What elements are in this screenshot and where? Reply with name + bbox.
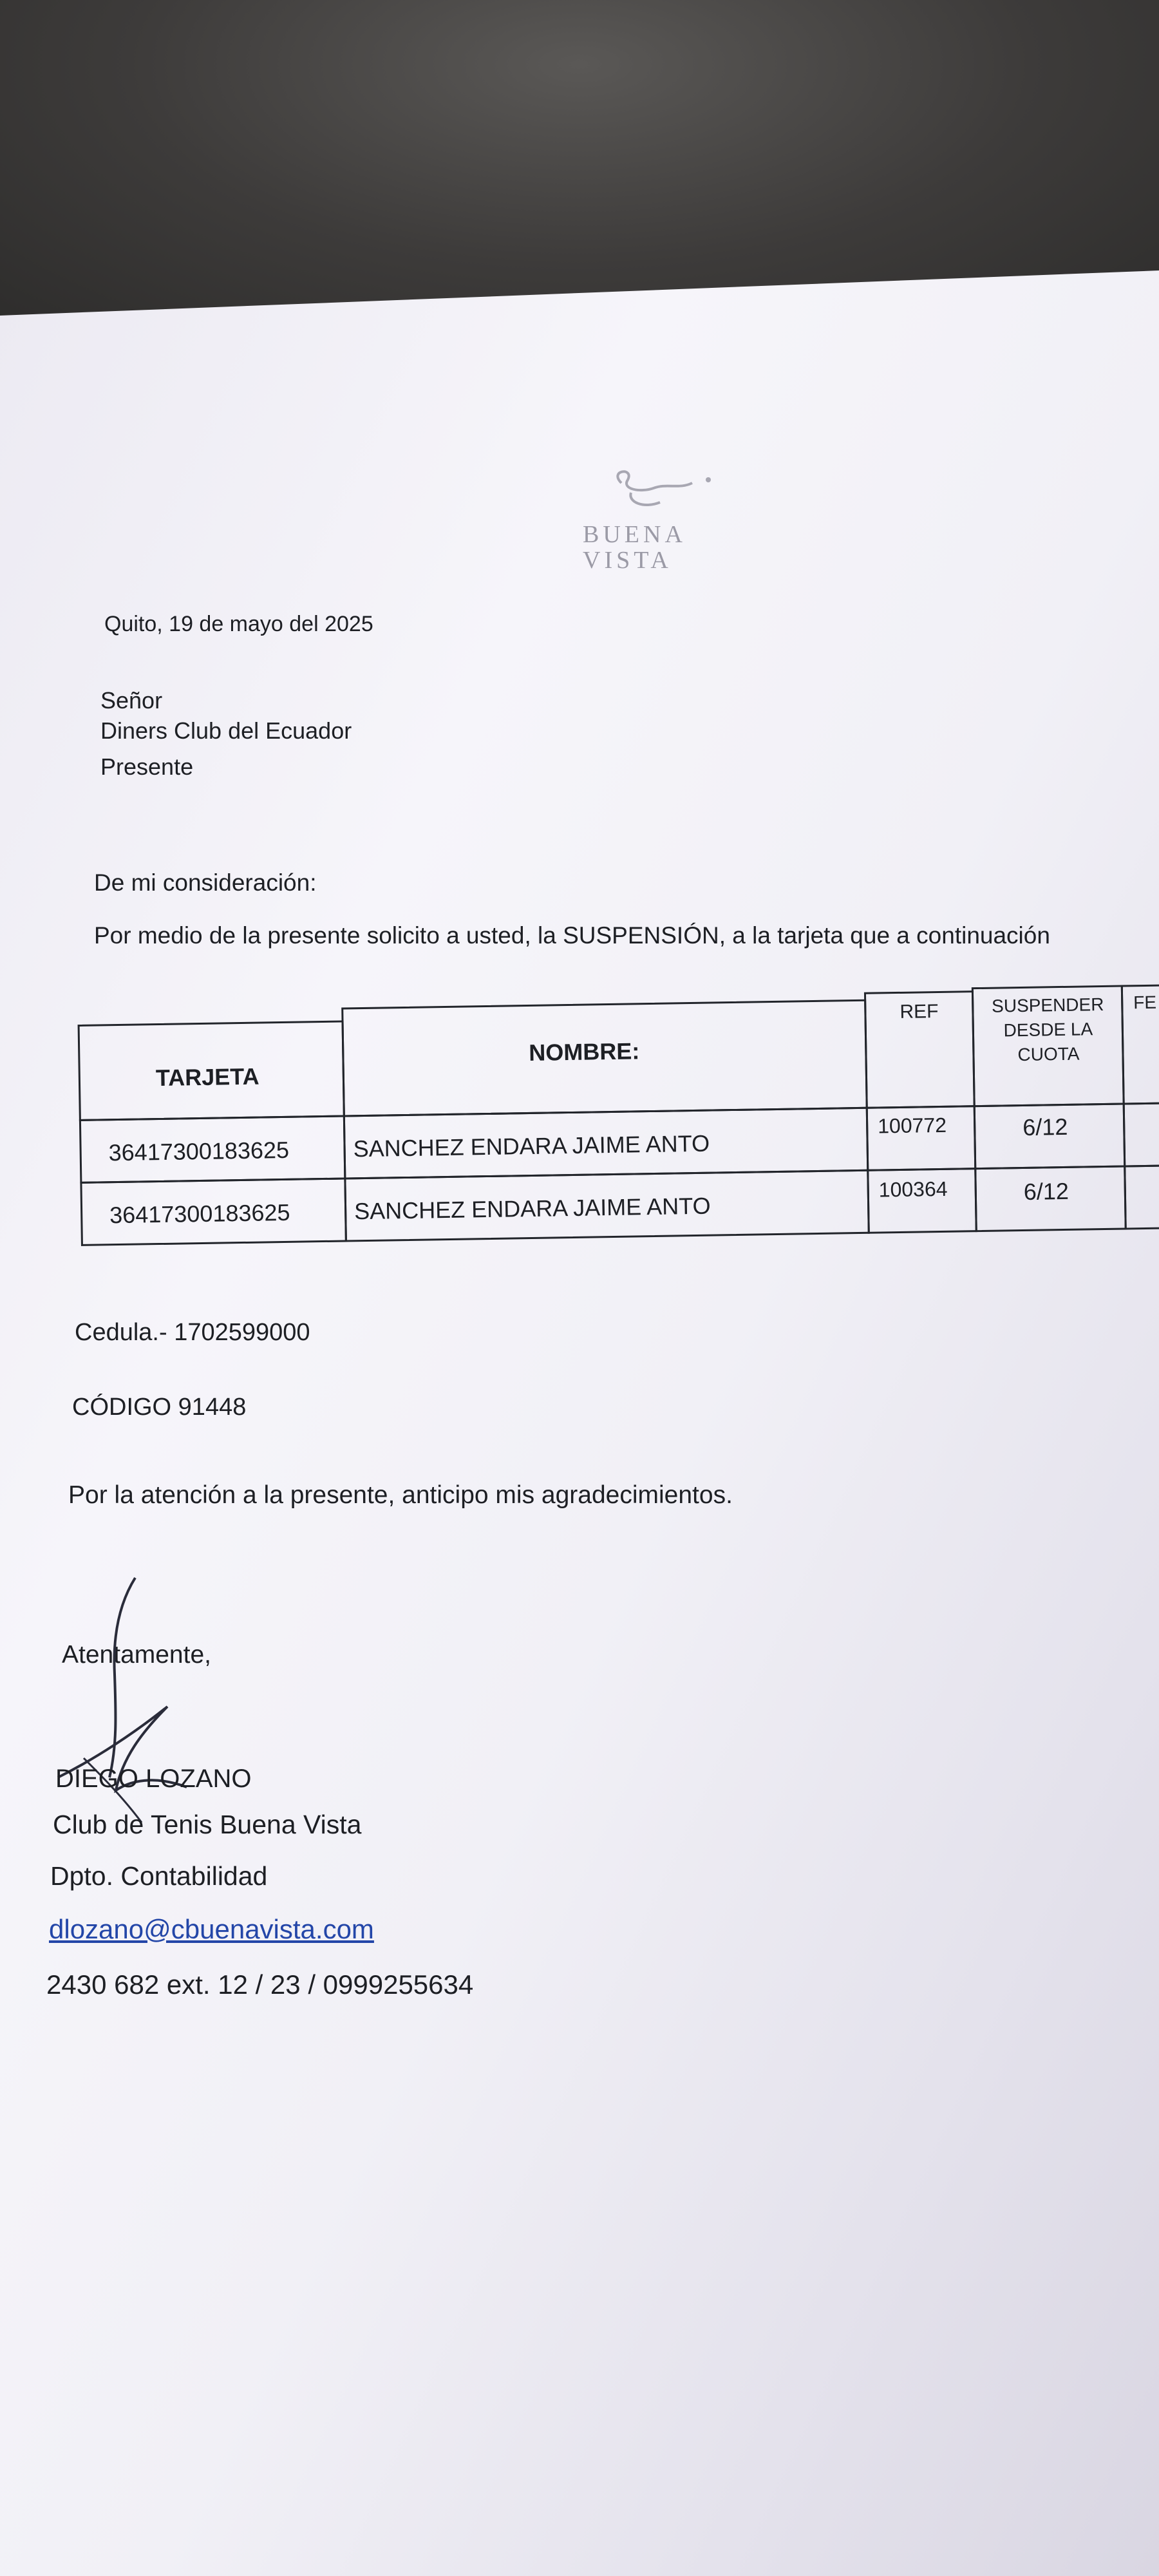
recipient-name: Diners Club del Ecuador xyxy=(100,717,352,744)
signer-organization: Club de Tenis Buena Vista xyxy=(53,1810,362,1839)
header-suspender-line1: SUSPENDER xyxy=(991,994,1104,1016)
closing: Atentamente, xyxy=(62,1641,211,1669)
row1-cuota: 6/12 xyxy=(1022,1113,1068,1141)
signer-name: DIEGO LOZANO xyxy=(55,1765,252,1793)
header-tarjeta: TARJETA xyxy=(155,1063,259,1092)
cedula: Cedula.- 1702599000 xyxy=(75,1319,310,1346)
row1-ref: 100772 xyxy=(877,1113,947,1138)
row2-cuota: 6/12 xyxy=(1023,1177,1069,1205)
signer-email-link[interactable]: dlozano@cbuenavista.com xyxy=(49,1914,374,1944)
row1-cell-fe xyxy=(1123,1102,1159,1168)
tennis-player-logo-icon xyxy=(583,464,724,522)
codigo: CÓDIGO 91448 xyxy=(72,1394,247,1421)
place-date: Quito, 19 de mayo del 2025 xyxy=(104,612,373,636)
header-fe: FE xyxy=(1133,992,1157,1013)
body-paragraph: Por medio de la presente solicito a usted, la SUSPENSIÓN, a la tarjeta que a continuación xyxy=(94,922,1050,949)
signer-phones: 2430 682 ext. 12 / 23 / 0999255634 xyxy=(46,1969,474,2000)
club-logo xyxy=(583,464,724,580)
row2-nombre: SANCHEZ ENDARA JAIME ANTO xyxy=(353,1192,711,1225)
header-nombre: NOMBRE: xyxy=(529,1037,640,1066)
row2-tarjeta: 36417300183625 xyxy=(109,1198,290,1229)
logo-text-line2: VISTA xyxy=(583,547,672,574)
header-suspender-line2: DESDE LA xyxy=(1003,1019,1093,1041)
header-suspender-line3: CUOTA xyxy=(1017,1043,1080,1065)
row1-tarjeta: 36417300183625 xyxy=(108,1136,290,1166)
handwritten-signature xyxy=(45,1565,212,1835)
signer-department: Dpto. Contabilidad xyxy=(50,1861,268,1891)
row2-cell-fe xyxy=(1124,1164,1159,1230)
logo-text-line1: BUENA xyxy=(583,521,686,548)
salutation: De mi consideración: xyxy=(94,869,317,896)
recipient-presente: Presente xyxy=(100,753,194,780)
row1-nombre: SANCHEZ ENDARA JAIME ANTO xyxy=(353,1130,710,1162)
desk-background xyxy=(0,0,1159,322)
recipient-title: Señor xyxy=(100,687,163,714)
thanks: Por la atención a la presente, anticipo mis agradecimientos. xyxy=(68,1481,733,1509)
card-table xyxy=(77,984,1159,1253)
row2-ref: 100364 xyxy=(878,1177,948,1202)
header-ref: REF xyxy=(900,1000,939,1023)
